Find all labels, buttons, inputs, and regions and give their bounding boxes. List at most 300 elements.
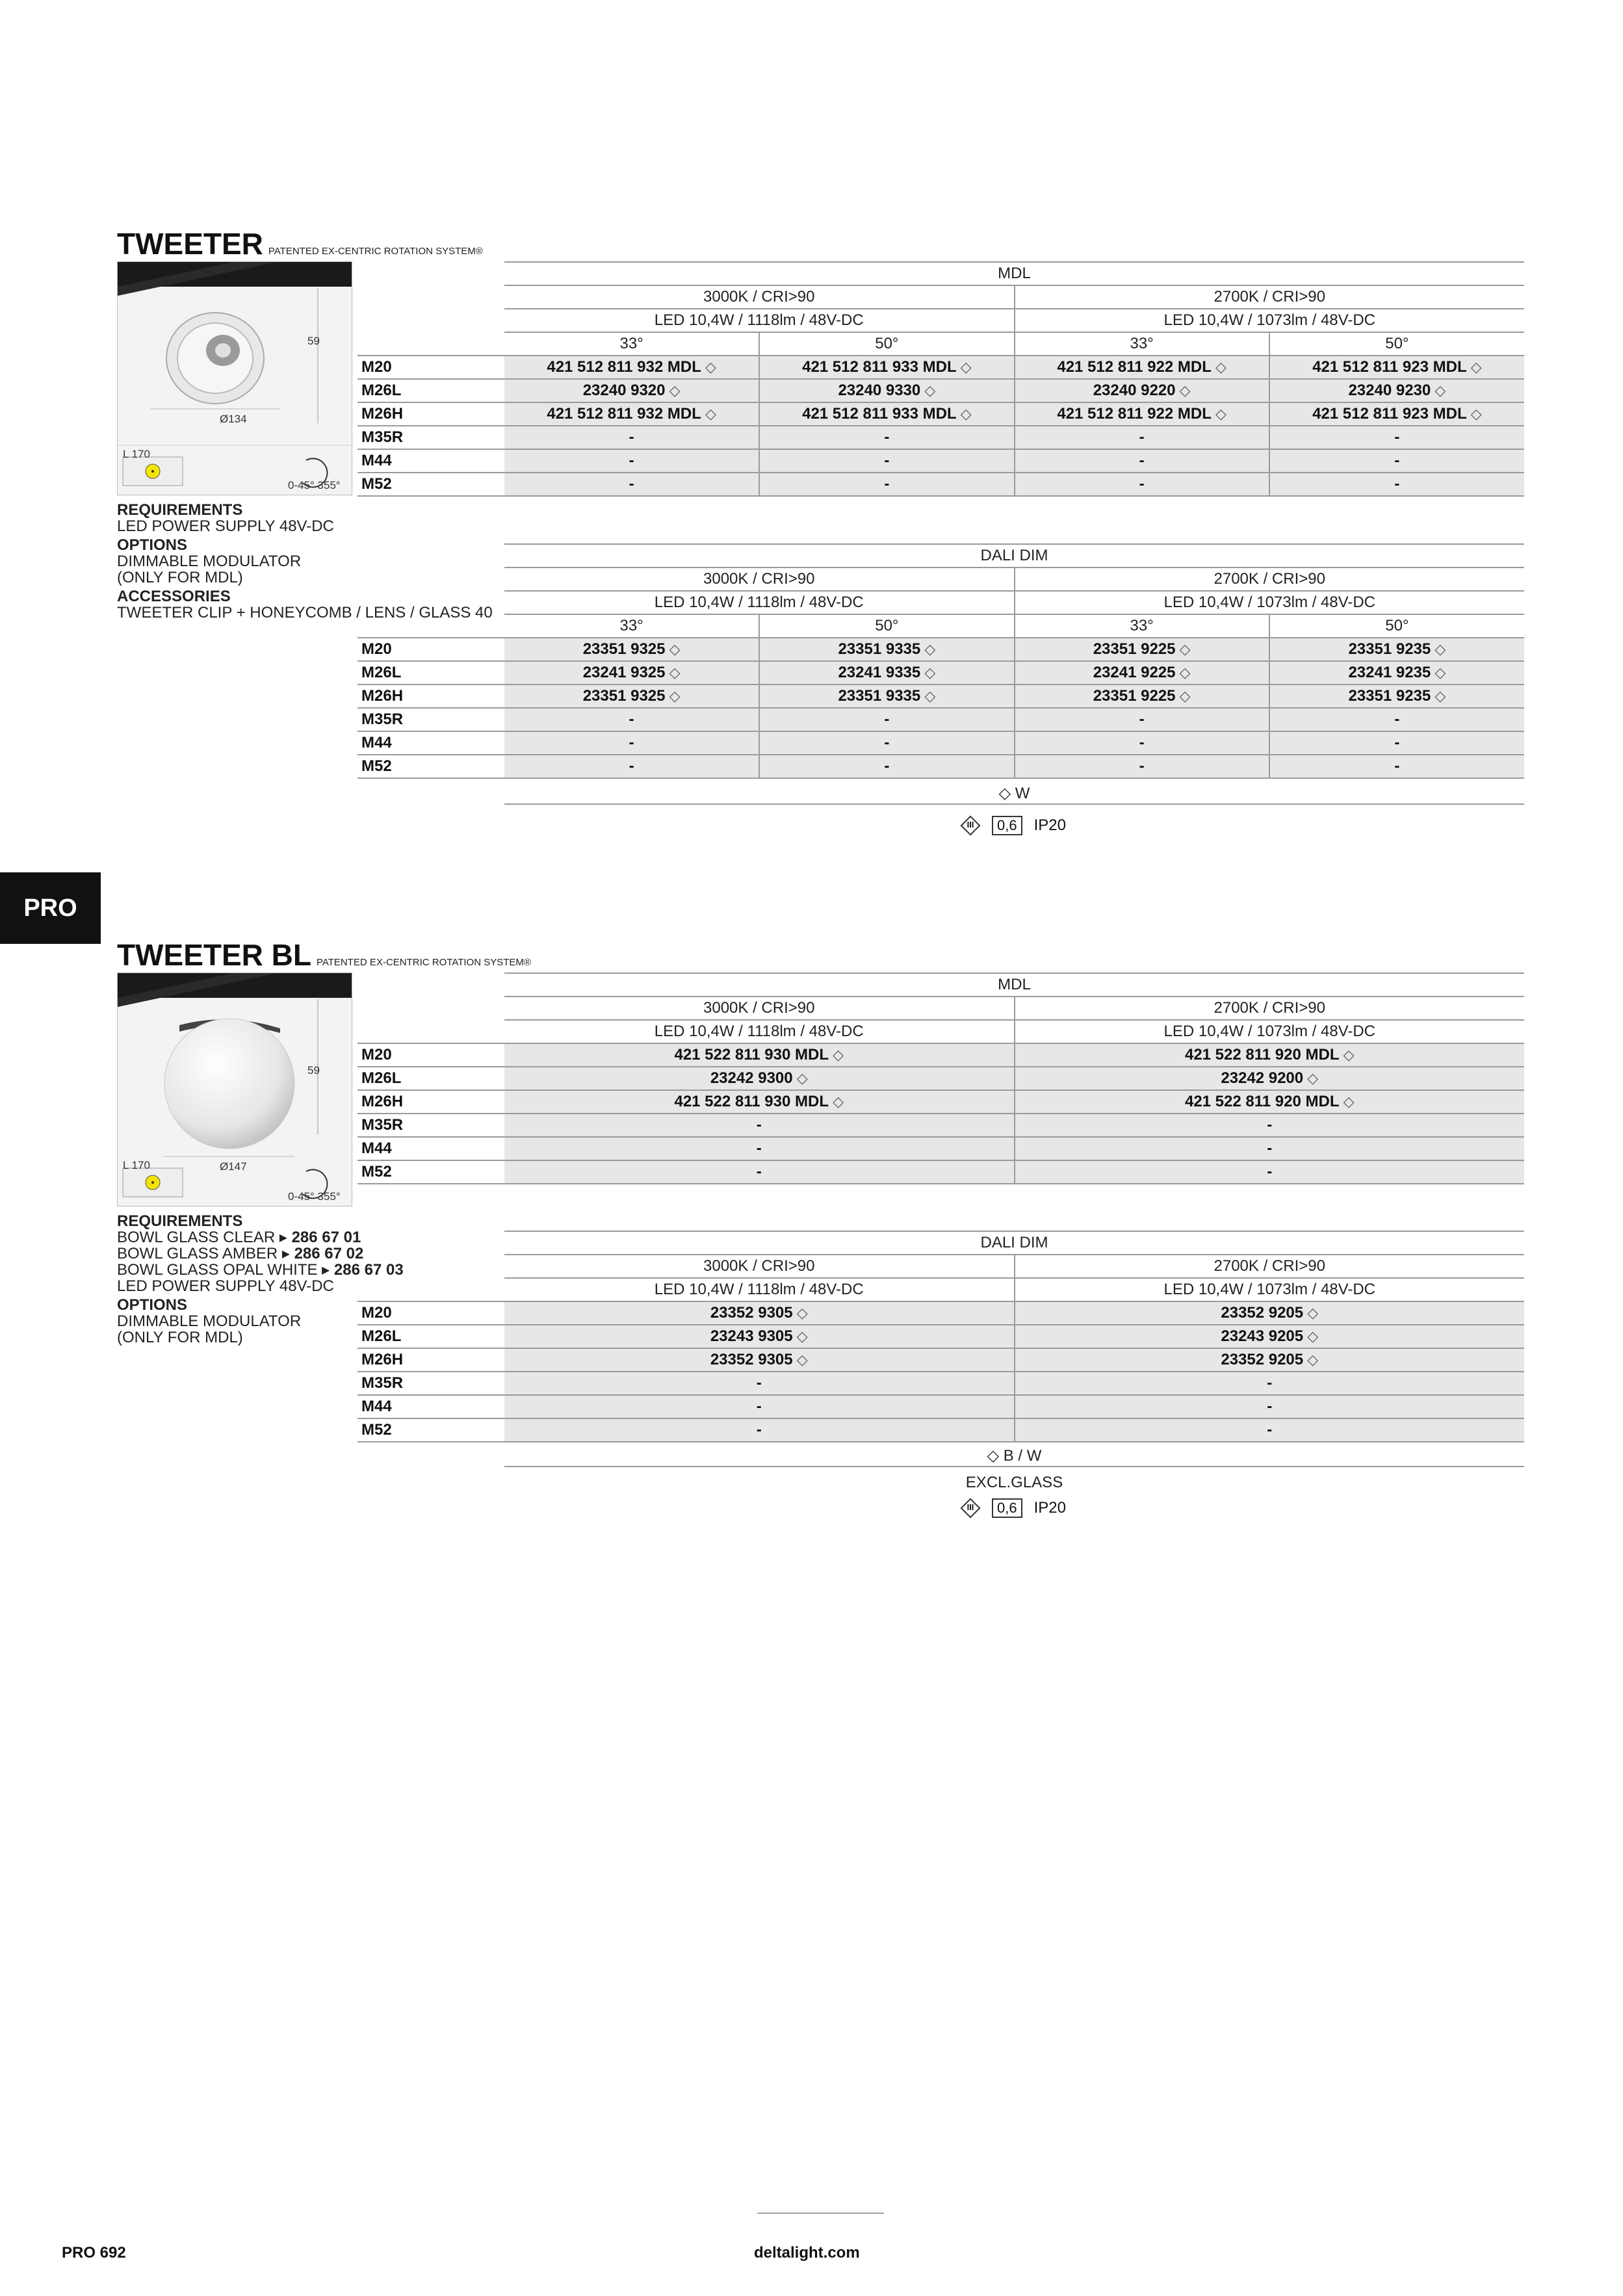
article-code-cell: [759, 755, 1014, 778]
class-iii-icon-2: III: [961, 1498, 980, 1518]
diamond-icon: ◇: [1431, 382, 1446, 398]
article-code: 23243 9305: [710, 1327, 793, 1345]
table-row: [357, 1325, 1524, 1348]
note-line: TWEETER CLIP + HONEYCOMB / LENS / GLASS 40: [117, 604, 493, 621]
article-code-cell: [504, 638, 759, 661]
note-heading: ACCESSORIES: [117, 588, 231, 605]
article-code-cell: [1269, 638, 1524, 661]
article-code-cell: [1269, 356, 1524, 379]
beam-angle-header: 50°: [759, 614, 1014, 638]
mdl-spec-table-2: [357, 972, 1524, 1184]
article-code-cell: [504, 1137, 1015, 1160]
diamond-icon: ◇: [828, 1093, 844, 1110]
beam-angle-header: 50°: [1269, 614, 1524, 638]
article-code-cell: [759, 449, 1014, 473]
article-code: -: [1394, 757, 1400, 775]
led-spec-header: LED 10,4W / 1118lm / 48V-DC: [504, 1020, 1015, 1043]
table-row: [357, 755, 1524, 778]
note-text: DIMMABLE MODULATOR: [117, 1312, 302, 1330]
article-code: -: [1394, 475, 1400, 493]
led-spec-header: LED 10,4W / 1073lm / 48V-DC: [1015, 591, 1525, 614]
article-code-cell: [504, 731, 759, 755]
mount-type-label: M20: [357, 1043, 504, 1067]
article-code-cell: [1015, 1114, 1525, 1137]
article-code: -: [629, 757, 634, 775]
led-spec-header: LED 10,4W / 1118lm / 48V-DC: [504, 309, 1015, 332]
article-code: 23352 9205: [1221, 1351, 1304, 1368]
diamond-icon: ◇: [701, 359, 716, 375]
diamond-icon: ◇: [665, 664, 681, 681]
table-row: [357, 661, 1524, 685]
article-code-cell: [1015, 1418, 1525, 1442]
led-spec-header: LED 10,4W / 1073lm / 48V-DC: [1015, 1278, 1525, 1301]
table-header: DALI DIM: [504, 544, 1524, 567]
mount-type-label: M26H: [357, 685, 504, 708]
article-code: 421 522 811 920 MDL: [1184, 1046, 1340, 1063]
color-temp-header: 3000K / CRI>90: [504, 567, 1015, 591]
color-temp-header: 3000K / CRI>90: [504, 285, 1015, 309]
led-spec-header: LED 10,4W / 1073lm / 48V-DC: [1015, 1020, 1525, 1043]
article-code-cell: [1269, 449, 1524, 473]
article-code-cell: [504, 755, 759, 778]
table-row: [357, 379, 1524, 402]
note-text: (ONLY FOR MDL): [117, 1329, 243, 1346]
angle-row: [357, 614, 1524, 638]
article-code-cell: [759, 426, 1014, 449]
diamond-icon: ◇: [792, 1305, 808, 1321]
diamond-icon: ◇: [956, 359, 972, 375]
beam-angle-header: 50°: [759, 332, 1014, 356]
article-code: 23241 9235: [1348, 664, 1431, 681]
article-code: 421 512 811 922 MDL: [1057, 405, 1212, 423]
article-code: -: [884, 452, 890, 469]
article-code-cell: [1015, 379, 1269, 402]
article-code-cell: [1015, 731, 1269, 755]
diamond-icon: ◇: [1339, 1093, 1355, 1110]
article-code: -: [884, 711, 890, 728]
diamond-icon: ◇: [1466, 359, 1482, 375]
class-iii-icon: III: [961, 816, 980, 835]
article-code-cell: [504, 1043, 1015, 1067]
ip-rating-2: IP20: [1033, 1499, 1066, 1517]
table-row: [357, 449, 1524, 473]
note-text: BOWL GLASS OPAL WHITE ▸: [117, 1261, 334, 1279]
article-code: 23241 9325: [582, 664, 666, 681]
article-code: -: [1394, 428, 1400, 446]
length-dimension: L 170: [123, 448, 150, 460]
article-code-cell: [1015, 356, 1269, 379]
article-code-cell: [759, 473, 1014, 496]
article-code: 23351 9335: [838, 687, 921, 705]
diamond-icon: ◇: [1211, 359, 1227, 375]
article-code: -: [1139, 734, 1145, 751]
article-code: 23352 9205: [1221, 1304, 1304, 1322]
accessory-code: 286 67 03: [333, 1261, 404, 1279]
article-code: -: [629, 452, 634, 469]
table-row: [357, 356, 1524, 379]
diamond-icon: ◇: [920, 641, 936, 657]
temp-row: [357, 285, 1524, 309]
article-code-cell: [1269, 755, 1524, 778]
mount-type-label: M20: [357, 638, 504, 661]
article-code-cell: [759, 661, 1014, 685]
beam-angle-header: 50°: [1269, 332, 1524, 356]
table-row: [357, 708, 1524, 731]
color-temp-header: 2700K / CRI>90: [1015, 285, 1525, 309]
note-line: DIMMABLE MODULATOR: [117, 553, 302, 570]
table-row: [357, 731, 1524, 755]
diamond-icon: ◇: [665, 382, 681, 398]
article-code-cell: [1015, 1090, 1525, 1114]
glass-note: EXCL.GLASS: [965, 1474, 1063, 1491]
diamond-icon: ◇: [792, 1328, 808, 1344]
mount-type-label: M26H: [357, 1348, 504, 1372]
led-row: [357, 309, 1524, 332]
article-code-cell: [504, 1301, 1015, 1325]
table-row: [357, 685, 1524, 708]
mount-type-label: M35R: [357, 1114, 504, 1137]
diamond-icon: ◇: [1175, 664, 1191, 681]
article-code: -: [629, 475, 634, 493]
article-code: 421 512 811 932 MDL: [547, 405, 701, 423]
diamond-icon: ◇: [920, 664, 936, 681]
article-code-cell: [1015, 685, 1269, 708]
article-code: 23240 9230: [1348, 382, 1431, 399]
article-code: -: [629, 734, 634, 751]
article-code: -: [756, 1374, 762, 1392]
article-code: -: [1267, 1140, 1273, 1157]
note-heading: REQUIREMENTS: [117, 1212, 243, 1230]
diamond-icon: ◇: [1431, 641, 1446, 657]
article-code-cell: [1015, 661, 1269, 685]
value-box-2: 0,6: [992, 1498, 1022, 1518]
article-code: 23351 9225: [1093, 687, 1176, 705]
ip-rating: IP20: [1033, 816, 1066, 834]
table-header: MDL: [504, 973, 1524, 997]
table-row: [357, 1301, 1524, 1325]
article-code-cell: [1269, 426, 1524, 449]
mount-type-label: M26L: [357, 1067, 504, 1090]
temp-row: [357, 997, 1524, 1020]
mount-type-label: M26L: [357, 661, 504, 685]
diamond-icon: ◇: [1431, 664, 1446, 681]
article-code: 421 522 811 930 MDL: [674, 1093, 829, 1110]
mount-type-label: M35R: [357, 1372, 504, 1395]
temp-row: [357, 567, 1524, 591]
color-temp-header: 2700K / CRI>90: [1015, 1255, 1525, 1278]
table-row: [357, 473, 1524, 496]
color-temp-header: 2700K / CRI>90: [1015, 997, 1525, 1020]
article-code-cell: [1015, 1301, 1525, 1325]
mount-type-label: M52: [357, 1418, 504, 1442]
diamond-icon: ◇: [1303, 1305, 1319, 1321]
article-code: 421 512 811 923 MDL: [1312, 405, 1467, 423]
article-code: 23352 9305: [710, 1304, 793, 1322]
product-image-2: [117, 972, 352, 1207]
diamond-icon: ◇: [920, 382, 936, 398]
article-code: 23351 9235: [1348, 687, 1431, 705]
led-spec-header: LED 10,4W / 1073lm / 48V-DC: [1015, 309, 1525, 332]
beam-angle-header: 33°: [504, 614, 759, 638]
article-code-cell: [1015, 638, 1269, 661]
led-row: [357, 591, 1524, 614]
article-code-cell: [1015, 402, 1269, 426]
table-row: [357, 402, 1524, 426]
product-subtitle: PATENTED EX-CENTRIC ROTATION SYSTEM®: [268, 246, 483, 257]
table-row: [357, 426, 1524, 449]
article-code: 23351 9325: [582, 640, 666, 658]
article-code: 23241 9225: [1093, 664, 1176, 681]
article-code: 23351 9335: [838, 640, 921, 658]
diamond-icon: ◇: [1431, 688, 1446, 704]
article-code-cell: [504, 685, 759, 708]
diamond-icon: ◇: [1466, 406, 1482, 422]
article-code-cell: [1015, 1160, 1525, 1184]
article-code: -: [884, 475, 890, 493]
accessory-code: 286 67 01: [291, 1229, 361, 1246]
note-text: LED POWER SUPPLY 48V-DC: [117, 1277, 334, 1295]
color-note-2: ◇ B / W: [987, 1447, 1042, 1465]
mount-type-label: M26H: [357, 402, 504, 426]
mount-type-label: M52: [357, 1160, 504, 1184]
downlight-illustration: [118, 262, 352, 495]
article-code: -: [1267, 1421, 1273, 1439]
article-code: -: [756, 1140, 762, 1157]
mount-type-label: M44: [357, 731, 504, 755]
article-code: 23240 9320: [582, 382, 666, 399]
diamond-icon: ◇: [1175, 641, 1191, 657]
article-code: -: [884, 734, 890, 751]
height-dimension-2: 59: [307, 1064, 320, 1076]
article-code-cell: [1015, 1067, 1525, 1090]
mount-type-label: M20: [357, 356, 504, 379]
led-row: [357, 1020, 1524, 1043]
article-code-cell: [504, 356, 759, 379]
table-row: [357, 1114, 1524, 1137]
article-code: 421 512 811 933 MDL: [802, 405, 957, 423]
article-code-cell: [759, 379, 1014, 402]
article-code: 421 522 811 930 MDL: [674, 1046, 829, 1063]
table-row: [357, 1043, 1524, 1067]
article-code: -: [756, 1421, 762, 1439]
article-code-cell: [1269, 708, 1524, 731]
color-temp-header: 2700K / CRI>90: [1015, 567, 1525, 591]
diamond-icon: ◇: [1303, 1351, 1319, 1368]
article-code-cell: [1015, 1395, 1525, 1418]
mdl-spec-table: [357, 261, 1524, 497]
article-code: -: [884, 757, 890, 775]
diamond-icon: ◇: [792, 1070, 808, 1086]
diamond-icon: ◇: [792, 1351, 808, 1368]
article-code-cell: [1015, 473, 1269, 496]
color-temp-header: 3000K / CRI>90: [504, 1255, 1015, 1278]
page-number: PRO 692: [62, 2244, 126, 2262]
article-code-cell: [504, 1114, 1015, 1137]
article-code: -: [1139, 452, 1145, 469]
color-temp-header: 3000K / CRI>90: [504, 997, 1015, 1020]
table-header: MDL: [504, 262, 1524, 285]
led-spec-header: LED 10,4W / 1118lm / 48V-DC: [504, 591, 1015, 614]
diamond-icon: ◇: [1303, 1070, 1319, 1086]
mount-type-label: M26L: [357, 1325, 504, 1348]
article-code-cell: [1269, 685, 1524, 708]
length-dimension-2: L 170: [123, 1159, 150, 1171]
mount-type-label: M52: [357, 755, 504, 778]
diamond-icon: ◇: [828, 1047, 844, 1063]
article-code-cell: [1015, 1325, 1525, 1348]
table-header-row: [357, 544, 1524, 567]
article-code: -: [1267, 1163, 1273, 1181]
table-header-row: [357, 973, 1524, 997]
mount-type-label: M26L: [357, 379, 504, 402]
note-heading: REQUIREMENTS: [117, 501, 243, 519]
table-row: [357, 1418, 1524, 1442]
dali-spec-table: [357, 543, 1524, 779]
dali-spec-table-2: [357, 1231, 1524, 1442]
diameter-dimension: Ø134: [220, 413, 247, 425]
mount-type-label: M44: [357, 1395, 504, 1418]
article-code-cell: [1015, 426, 1269, 449]
diamond-icon: ◇: [1175, 688, 1191, 704]
value-box: 0,6: [992, 816, 1022, 835]
article-code-cell: [1269, 731, 1524, 755]
rotation-dimension-2: 0-45° 355°: [288, 1190, 341, 1203]
article-code: 23240 9220: [1093, 382, 1176, 399]
article-code-cell: [504, 473, 759, 496]
article-code: -: [1139, 711, 1145, 728]
accessory-code: 286 67 02: [294, 1245, 364, 1262]
article-code-cell: [504, 1372, 1015, 1395]
product-title-2: TWEETER BL PATENTED EX-CENTRIC ROTATION SYSTEM®: [117, 938, 531, 972]
angle-row: [357, 332, 1524, 356]
article-code: 23242 9300: [710, 1069, 793, 1087]
table-row: [357, 638, 1524, 661]
diamond-icon: ◇: [1339, 1047, 1355, 1063]
mount-type-label: M44: [357, 449, 504, 473]
article-code-cell: [504, 1325, 1015, 1348]
article-code-cell: [504, 379, 759, 402]
article-code: 23240 9330: [838, 382, 921, 399]
article-code: 23242 9200: [1221, 1069, 1304, 1087]
product-title: TWEETER PATENTED EX-CENTRIC ROTATION SYSTEM®: [117, 227, 483, 261]
article-code-cell: [1015, 755, 1269, 778]
led-row: [357, 1278, 1524, 1301]
article-code-cell: [1015, 1137, 1525, 1160]
article-code-cell: [504, 402, 759, 426]
table-row: [357, 1137, 1524, 1160]
note-line: LED POWER SUPPLY 48V-DC: [117, 517, 334, 535]
article-code: 23243 9205: [1221, 1327, 1304, 1345]
table-row: [357, 1348, 1524, 1372]
article-code: -: [1267, 1116, 1273, 1134]
article-code-cell: [1269, 661, 1524, 685]
diamond-icon: ◇: [1175, 382, 1191, 398]
article-code: 421 512 811 933 MDL: [802, 358, 957, 376]
article-code: 23241 9335: [838, 664, 921, 681]
beam-angle-header: 33°: [504, 332, 759, 356]
mount-type-label: M35R: [357, 708, 504, 731]
article-code-cell: [504, 1067, 1015, 1090]
diamond-icon: ◇: [1303, 1328, 1319, 1344]
article-code-cell: [1015, 1043, 1525, 1067]
article-code: -: [884, 428, 890, 446]
article-code: -: [756, 1163, 762, 1181]
article-code: -: [1139, 428, 1145, 446]
article-code: -: [1139, 475, 1145, 493]
article-code: -: [1394, 452, 1400, 469]
table-row: [357, 1160, 1524, 1184]
article-code-cell: [1269, 402, 1524, 426]
article-code-cell: [504, 1160, 1015, 1184]
article-code: -: [1267, 1398, 1273, 1415]
article-code: 421 522 811 920 MDL: [1184, 1093, 1340, 1110]
note-line: (ONLY FOR MDL): [117, 569, 243, 586]
diamond-icon: ◇: [665, 688, 681, 704]
article-code-cell: [1015, 1348, 1525, 1372]
article-code-cell: [759, 402, 1014, 426]
rating-row: [961, 816, 1066, 835]
article-code: 23351 9235: [1348, 640, 1431, 658]
height-dimension: 59: [307, 335, 320, 347]
diamond-icon: ◇: [701, 406, 716, 422]
table-row: [357, 1395, 1524, 1418]
article-code-cell: [504, 708, 759, 731]
article-code-cell: [504, 1395, 1015, 1418]
diamond-icon: ◇: [956, 406, 972, 422]
article-code-cell: [1015, 1372, 1525, 1395]
article-code-cell: [1269, 379, 1524, 402]
diameter-dimension-2: Ø147: [220, 1160, 247, 1173]
article-code: -: [629, 428, 634, 446]
diamond-icon: ◇: [920, 688, 936, 704]
table-header: DALI DIM: [504, 1231, 1524, 1255]
website: deltalight.com: [754, 2244, 860, 2262]
note-heading: OPTIONS: [117, 1296, 188, 1314]
article-code-cell: [759, 356, 1014, 379]
article-code: -: [1267, 1374, 1273, 1392]
table-row: [357, 1067, 1524, 1090]
mount-type-label: M26H: [357, 1090, 504, 1114]
rotation-dimension: 0-45° 355°: [288, 479, 341, 491]
table-row: [357, 1372, 1524, 1395]
diamond-icon: ◇: [665, 641, 681, 657]
article-code-cell: [504, 1090, 1015, 1114]
article-code: -: [756, 1398, 762, 1415]
article-code: -: [1139, 757, 1145, 775]
product-subtitle-2: PATENTED EX-CENTRIC ROTATION SYSTEM®: [316, 957, 531, 968]
rating-row-2: [961, 1498, 1066, 1518]
note-text: BOWL GLASS AMBER ▸: [117, 1245, 294, 1262]
article-code-cell: [504, 1418, 1015, 1442]
mount-type-label: M52: [357, 473, 504, 496]
diamond-icon: ◇: [1211, 406, 1227, 422]
article-code-cell: [759, 731, 1014, 755]
article-code: 421 512 811 923 MDL: [1312, 358, 1467, 376]
article-code-cell: [504, 1348, 1015, 1372]
color-note: ◇ W: [998, 785, 1030, 802]
article-code: 23352 9305: [710, 1351, 793, 1368]
article-code-cell: [1015, 449, 1269, 473]
note-heading: OPTIONS: [117, 536, 188, 554]
article-code-cell: [504, 426, 759, 449]
article-code: 23351 9225: [1093, 640, 1176, 658]
table-row: [357, 1090, 1524, 1114]
article-code-cell: [1269, 473, 1524, 496]
article-code: 421 512 811 932 MDL: [547, 358, 701, 376]
section-tab: PRO: [0, 872, 101, 944]
article-code: -: [756, 1116, 762, 1134]
mount-type-label: M44: [357, 1137, 504, 1160]
